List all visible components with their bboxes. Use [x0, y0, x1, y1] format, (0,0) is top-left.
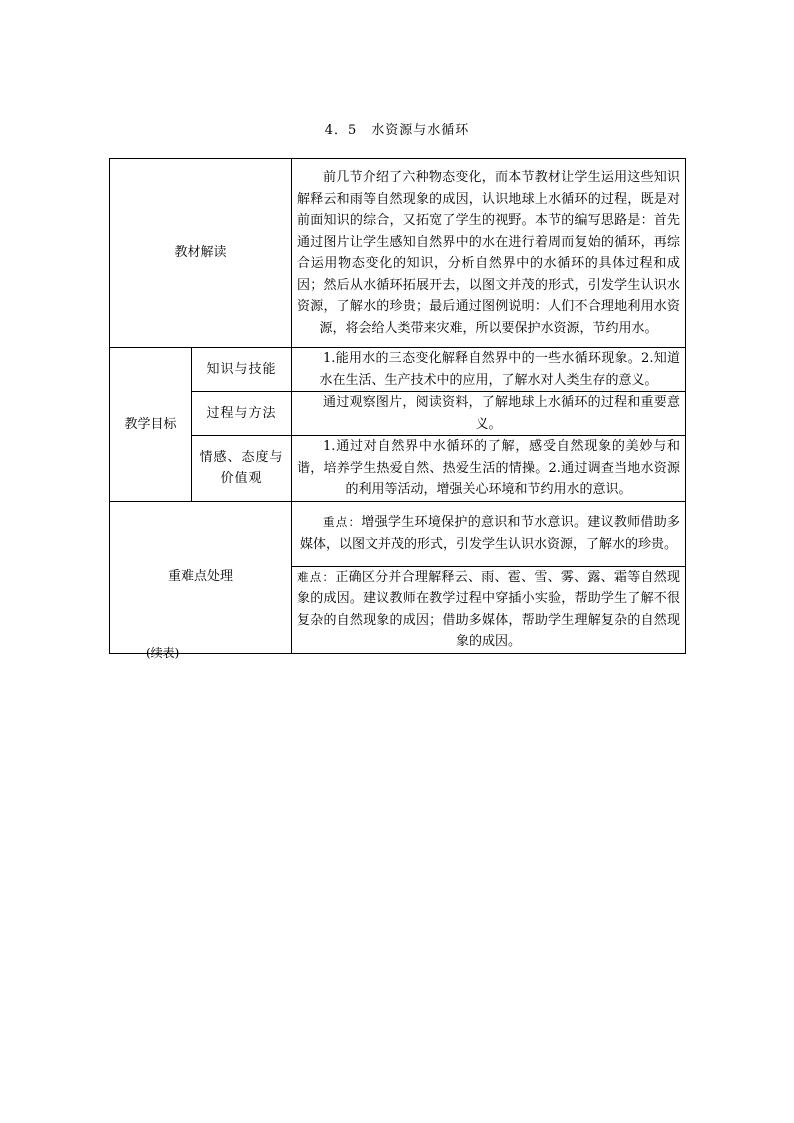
goals-label: 教学目标: [110, 348, 192, 502]
attitude-text: 1.通过对自然界中水循环的了解，感受自然现象的美妙与和谐，培养学生热爱自然、热爱生活的情操。2.通过调查当地水资源的利用等活动，增强关心环境和节约用水的意识。: [292, 436, 686, 502]
lesson-plan-table: [109, 158, 686, 654]
material-text: 前几节介绍了六种物态变化，而本节教材让学生运用这些知识解释云和雨等自然现象的成因，认识地球上水循环的过程，既是对前面知识的综合，又拓宽了学生的视野。本节的编写思路是：首先通过图片让学生感知自然界中的水在进行着周而复始的循环，再综合运用物态变化的知识，分析自然界中的水循环的具体过程和成因；然后从水循环拓展开去，以图文并茂的形式，引发学生认识水资源，了解水的珍贵；最后通过图例说明：人们不合理地利用水资源，将会给人类带来灾难，所以要保护水资源，节约用水。: [292, 159, 686, 348]
material-label: 教材解读: [110, 159, 292, 348]
knowledge-text: 1.能用水的三态变化解释自然界中的一些水循环现象。2.知道水在生活、生产技术中的应用，了解水对人类生存的意义。: [292, 348, 686, 392]
page-title: 4．5 水资源与水循环: [324, 123, 470, 138]
table-row-material: [110, 159, 686, 348]
difficulty-text: 正确区分并合理解释云、雨、雹、雪、雾、露、霜等自然现象的成因。建议教师在教学过程中穿插小实验，帮助学生了解不很复杂的自然现象的成因；借助多媒体，帮助学生理解复杂的自然现象的成因。: [297, 569, 681, 649]
table-row-focus: [110, 501, 686, 566]
focus-cell: [292, 501, 686, 566]
table-row-process: [110, 392, 686, 436]
focus-label: 重点：: [323, 515, 362, 529]
difficulty-label: 难点：: [297, 569, 336, 584]
table-row-knowledge: [110, 348, 686, 392]
knowledge-label: 知识与技能: [192, 348, 292, 392]
process-label: 过程与方法: [192, 392, 292, 436]
process-text: 通过观察图片，阅读资料，了解地球上水循环的过程和重要意义。: [292, 392, 686, 436]
attitude-label: 情感、态度与价值观: [192, 436, 292, 502]
keypoints-label: 重难点处理: [110, 501, 292, 653]
continued-note: (续表): [146, 646, 180, 660]
table-row-attitude: [110, 436, 686, 502]
difficulty-cell: [292, 566, 686, 653]
focus-text: 增强学生环境保护的意识和节水意识。建议教师借助多媒体，以图文并茂的形式，引发学生认识水资源，了解水的珍贵。: [300, 515, 681, 552]
